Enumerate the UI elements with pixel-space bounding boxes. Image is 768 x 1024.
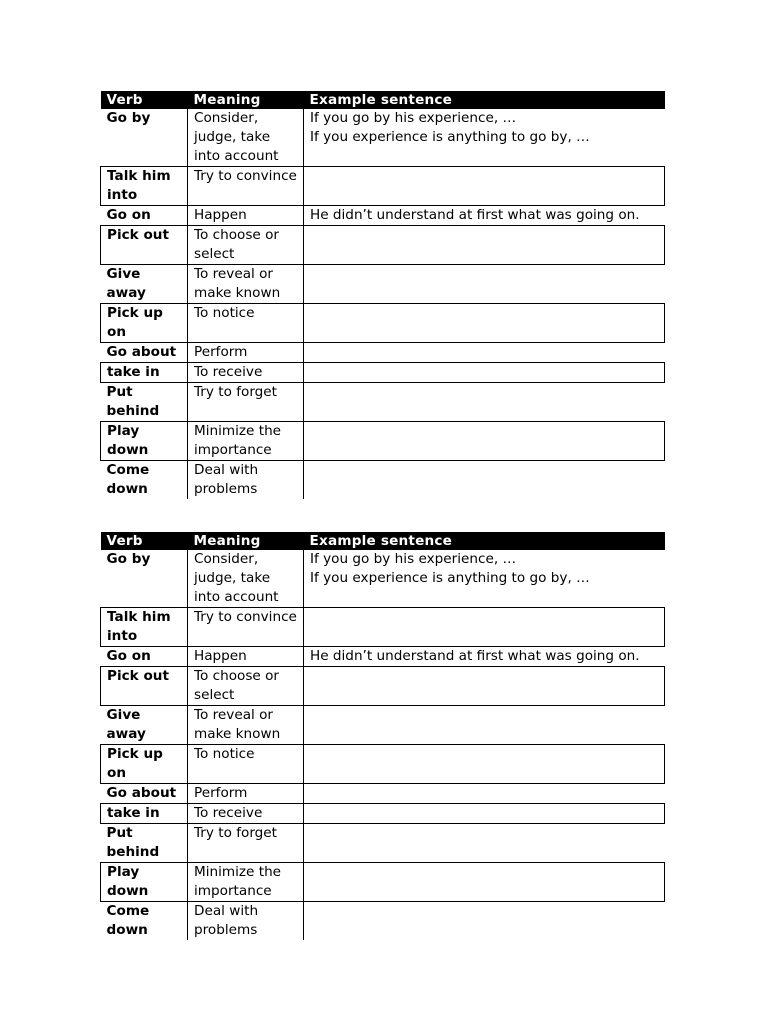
table-body bbox=[101, 550, 665, 940]
meaning-cell: To reveal or make known bbox=[188, 265, 304, 304]
table-row bbox=[101, 804, 665, 824]
meaning-cell: To receive bbox=[188, 363, 304, 383]
table-row bbox=[101, 226, 665, 265]
verb-cell: Come down bbox=[101, 902, 188, 941]
verb-cell: Talk him into bbox=[101, 167, 188, 206]
table-row bbox=[101, 206, 665, 226]
example-sentence: If you experience is anything to go by, … bbox=[310, 129, 590, 145]
meaning-cell: Happen bbox=[188, 206, 304, 226]
example-cell bbox=[304, 647, 665, 667]
example-cell bbox=[304, 608, 665, 647]
example-cell bbox=[304, 383, 665, 422]
example-cell bbox=[304, 206, 665, 226]
table-row bbox=[101, 550, 665, 608]
example-cell bbox=[304, 363, 665, 383]
example-cell bbox=[304, 304, 665, 343]
table-row bbox=[101, 167, 665, 206]
table-row bbox=[101, 461, 665, 500]
verb-cell: Go on bbox=[101, 206, 188, 226]
meaning-cell: Deal with problems bbox=[188, 461, 304, 500]
meaning-cell: To notice bbox=[188, 304, 304, 343]
verb-cell: Go about bbox=[101, 343, 188, 363]
example-cell bbox=[304, 824, 665, 863]
example-cell bbox=[304, 667, 665, 706]
verb-cell: Go by bbox=[101, 109, 188, 167]
table-row bbox=[101, 109, 665, 167]
table-row bbox=[101, 363, 665, 383]
table-row bbox=[101, 343, 665, 363]
header-verb: Verb bbox=[101, 91, 188, 109]
table-row bbox=[101, 667, 665, 706]
example-cell bbox=[304, 167, 665, 206]
meaning-cell: Try to convince bbox=[188, 167, 304, 206]
meaning-cell: Minimize the importance bbox=[188, 863, 304, 902]
meaning-cell: Try to forget bbox=[188, 824, 304, 863]
meaning-cell: Minimize the importance bbox=[188, 422, 304, 461]
header-meaning: Meaning bbox=[188, 91, 304, 109]
table-row bbox=[101, 784, 665, 804]
table-body bbox=[101, 109, 665, 499]
example-cell bbox=[304, 784, 665, 804]
example-cell bbox=[304, 422, 665, 461]
verb-cell: Put behind bbox=[101, 383, 188, 422]
meaning-cell: Perform bbox=[188, 343, 304, 363]
verb-cell: take in bbox=[101, 804, 188, 824]
meaning-cell: To choose or select bbox=[188, 226, 304, 265]
verb-cell: Pick up on bbox=[101, 304, 188, 343]
table-row bbox=[101, 745, 665, 784]
meaning-cell: Try to forget bbox=[188, 383, 304, 422]
verb-cell: Put behind bbox=[101, 824, 188, 863]
header-example: Example sentence bbox=[304, 91, 665, 109]
example-cell bbox=[304, 265, 665, 304]
example-cell bbox=[304, 550, 665, 608]
example-sentence: He didn’t understand at first what was going on. bbox=[310, 648, 640, 664]
table-row bbox=[101, 706, 665, 745]
meaning-cell: To receive bbox=[188, 804, 304, 824]
example-cell bbox=[304, 343, 665, 363]
example-cell bbox=[304, 226, 665, 265]
verb-cell: Go about bbox=[101, 784, 188, 804]
phrasal-verbs-table-1 bbox=[100, 91, 665, 499]
header-meaning: Meaning bbox=[188, 532, 304, 550]
verb-cell: Play down bbox=[101, 863, 188, 902]
example-sentence: If you experience is anything to go by, … bbox=[310, 570, 590, 586]
table-header-row bbox=[101, 532, 665, 550]
example-sentence: He didn’t understand at first what was going on. bbox=[310, 207, 640, 223]
verb-cell: Go on bbox=[101, 647, 188, 667]
example-sentence: If you go by his experience, … bbox=[310, 110, 517, 126]
meaning-cell: Try to convince bbox=[188, 608, 304, 647]
phrasal-verbs-table-2 bbox=[100, 532, 665, 940]
table-row bbox=[101, 863, 665, 902]
verb-cell: Go by bbox=[101, 550, 188, 608]
example-cell bbox=[304, 461, 665, 500]
header-example: Example sentence bbox=[304, 532, 665, 550]
meaning-cell: Happen bbox=[188, 647, 304, 667]
meaning-cell: To choose or select bbox=[188, 667, 304, 706]
verb-cell: Give away bbox=[101, 265, 188, 304]
example-cell bbox=[304, 804, 665, 824]
example-cell bbox=[304, 109, 665, 167]
verb-cell: take in bbox=[101, 363, 188, 383]
table-row bbox=[101, 383, 665, 422]
verb-cell: Come down bbox=[101, 461, 188, 500]
table-row bbox=[101, 422, 665, 461]
verb-cell: Pick out bbox=[101, 667, 188, 706]
example-cell bbox=[304, 902, 665, 941]
verb-cell: Play down bbox=[101, 422, 188, 461]
example-cell bbox=[304, 745, 665, 784]
table-row bbox=[101, 265, 665, 304]
table-row bbox=[101, 608, 665, 647]
meaning-cell: To notice bbox=[188, 745, 304, 784]
table-row bbox=[101, 902, 665, 941]
meaning-cell: Deal with problems bbox=[188, 902, 304, 941]
meaning-cell: Perform bbox=[188, 784, 304, 804]
example-cell bbox=[304, 706, 665, 745]
table-row bbox=[101, 824, 665, 863]
table-row bbox=[101, 304, 665, 343]
meaning-cell: To reveal or make known bbox=[188, 706, 304, 745]
verb-cell: Pick out bbox=[101, 226, 188, 265]
verb-cell: Talk him into bbox=[101, 608, 188, 647]
verb-cell: Pick up on bbox=[101, 745, 188, 784]
meaning-cell: Consider, judge, take into account bbox=[188, 109, 304, 167]
meaning-cell: Consider, judge, take into account bbox=[188, 550, 304, 608]
table-row bbox=[101, 647, 665, 667]
example-cell bbox=[304, 863, 665, 902]
header-verb: Verb bbox=[101, 532, 188, 550]
verb-cell: Give away bbox=[101, 706, 188, 745]
example-sentence: If you go by his experience, … bbox=[310, 551, 517, 567]
table-header-row bbox=[101, 91, 665, 109]
